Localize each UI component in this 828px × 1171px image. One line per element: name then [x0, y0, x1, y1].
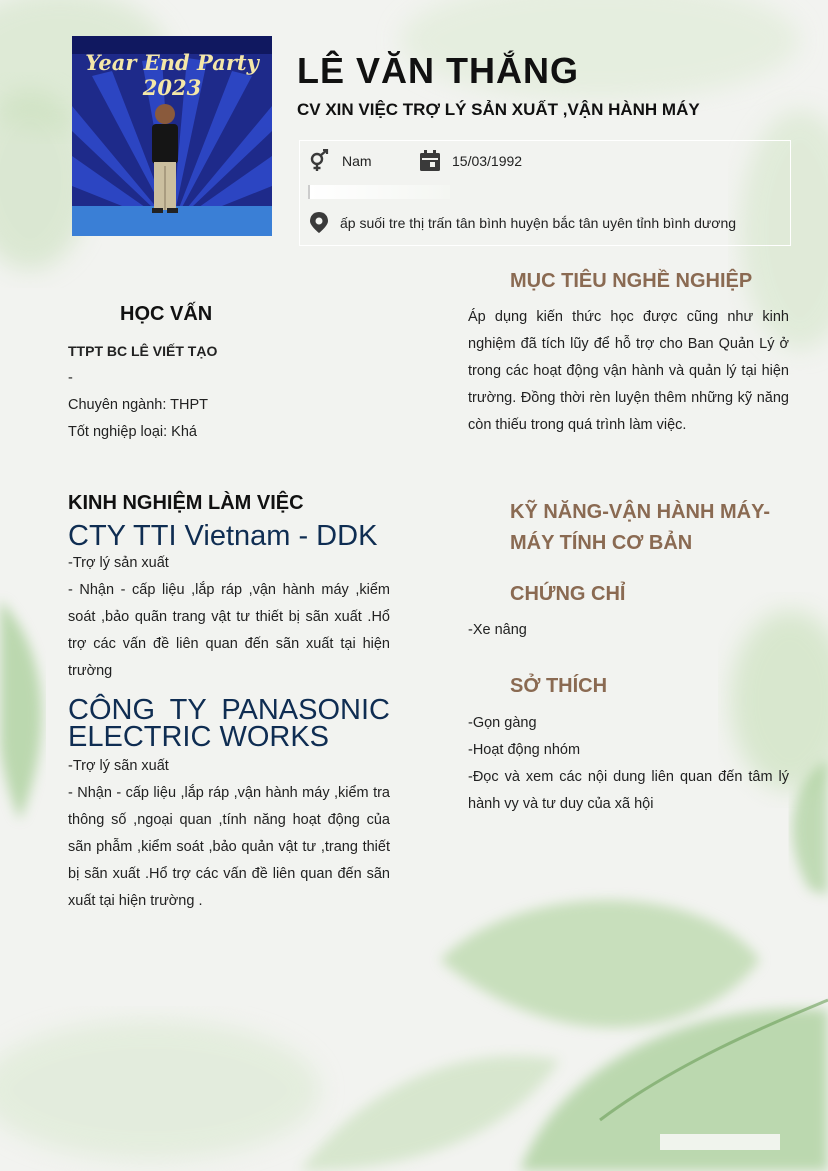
experience-title: KINH NGHIỆM LÀM VIỆC: [68, 492, 304, 514]
calendar-icon: [418, 149, 442, 173]
certificates-title: CHỨNG CHỈ: [510, 583, 626, 605]
company-name: CTY TTI Vietnam - DDK: [68, 520, 378, 552]
hobby-item: -Đọc và xem các nội dung liên quan đến tâm lý hành vy và tư duy của xã hội: [468, 769, 789, 812]
school-name: TTPT BC LÊ VIẾT TẠO: [68, 343, 218, 359]
birthdate-value: 15/03/1992: [452, 153, 523, 169]
hobby-item: -Gọn gàng: [468, 715, 537, 731]
gender-icon: [308, 149, 332, 173]
hobbies-title: SỞ THÍCH: [510, 675, 608, 697]
experience-section: [68, 522, 390, 915]
certificate-item: -Xe nâng: [468, 622, 527, 638]
job-description: - Nhận - cấp liệu ,lắp ráp ,vận hành máy ,kiểm tra thông số ,ngoại quan ,tính năng hoạt động của sãn phẫm ,kiểm soát ,bảo quản vật tư ,trang thiết bị sãn xuất .Hổ trợ các vấn đề liên quan đến sãn xuất tại hiện trường .: [68, 785, 390, 909]
hobby-item: -Hoạt động nhóm: [468, 742, 581, 758]
photo-banner-text: Year End Party 2023: [85, 50, 259, 100]
cv-title: CV XIN VIỆC TRỢ LÝ SẢN XUẤT ,VẬN HÀNH MÁY: [297, 100, 700, 119]
address-item: [308, 211, 736, 235]
job-role: -Trợ lý sản xuất: [68, 555, 169, 571]
objective-title: MỤC TIÊU NGHỀ NGHIỆP: [510, 270, 753, 292]
contact-info-box: [299, 140, 791, 246]
gender-item: [308, 149, 372, 173]
objective-text: Áp dụng kiến thức học được cũng như kinh nghiệm đã tích lũy để hỗ trợ cho Ban Quản Lý ở trong các hoạt động vận hành và quản lý tại hiện trường. Đồng thời rèn luyện thêm những kỹ năng còn thiếu trong quá trình làm việc.: [468, 309, 789, 433]
education-grade: Tốt nghiệp loại: Khá: [68, 424, 197, 440]
job-role: -Trợ lý sãn xuất: [68, 758, 169, 774]
education-dash: -: [68, 370, 73, 386]
gender-value: Nam: [342, 153, 372, 169]
education-title: HỌC VẤN: [120, 303, 213, 325]
profile-photo: [72, 36, 272, 236]
certificates-list: [468, 617, 789, 644]
company-name: CÔNG TY PANASONIC ELECTRIC WORKS: [68, 694, 390, 753]
education-major: Chuyên ngành: THPT: [68, 397, 208, 413]
candidate-name: LÊ VĂN THẮNG: [297, 50, 579, 91]
education-section: [68, 338, 390, 446]
job-description: - Nhận - cấp liệu ,lắp ráp ,vận hành máy ,kiểm soát ,bảo quãn trang vật tư thiết bị sãn xuất .Hổ trợ các vấn đề liên quan đến sãn xuất tại hiện trường: [68, 582, 390, 679]
location-pin-icon: [308, 211, 330, 235]
redacted-contact-line: [308, 185, 450, 199]
birthdate-item: [418, 149, 522, 173]
hobbies-list: [468, 710, 789, 818]
skills-title: KỸ NĂNG-VẬN HÀNH MÁY- MÁY TÍNH CƠ BẢN: [510, 501, 770, 554]
address-value: ấp suối tre thị trấn tân bình huyện bắc tân uyên tỉnh bình dương: [340, 215, 737, 231]
